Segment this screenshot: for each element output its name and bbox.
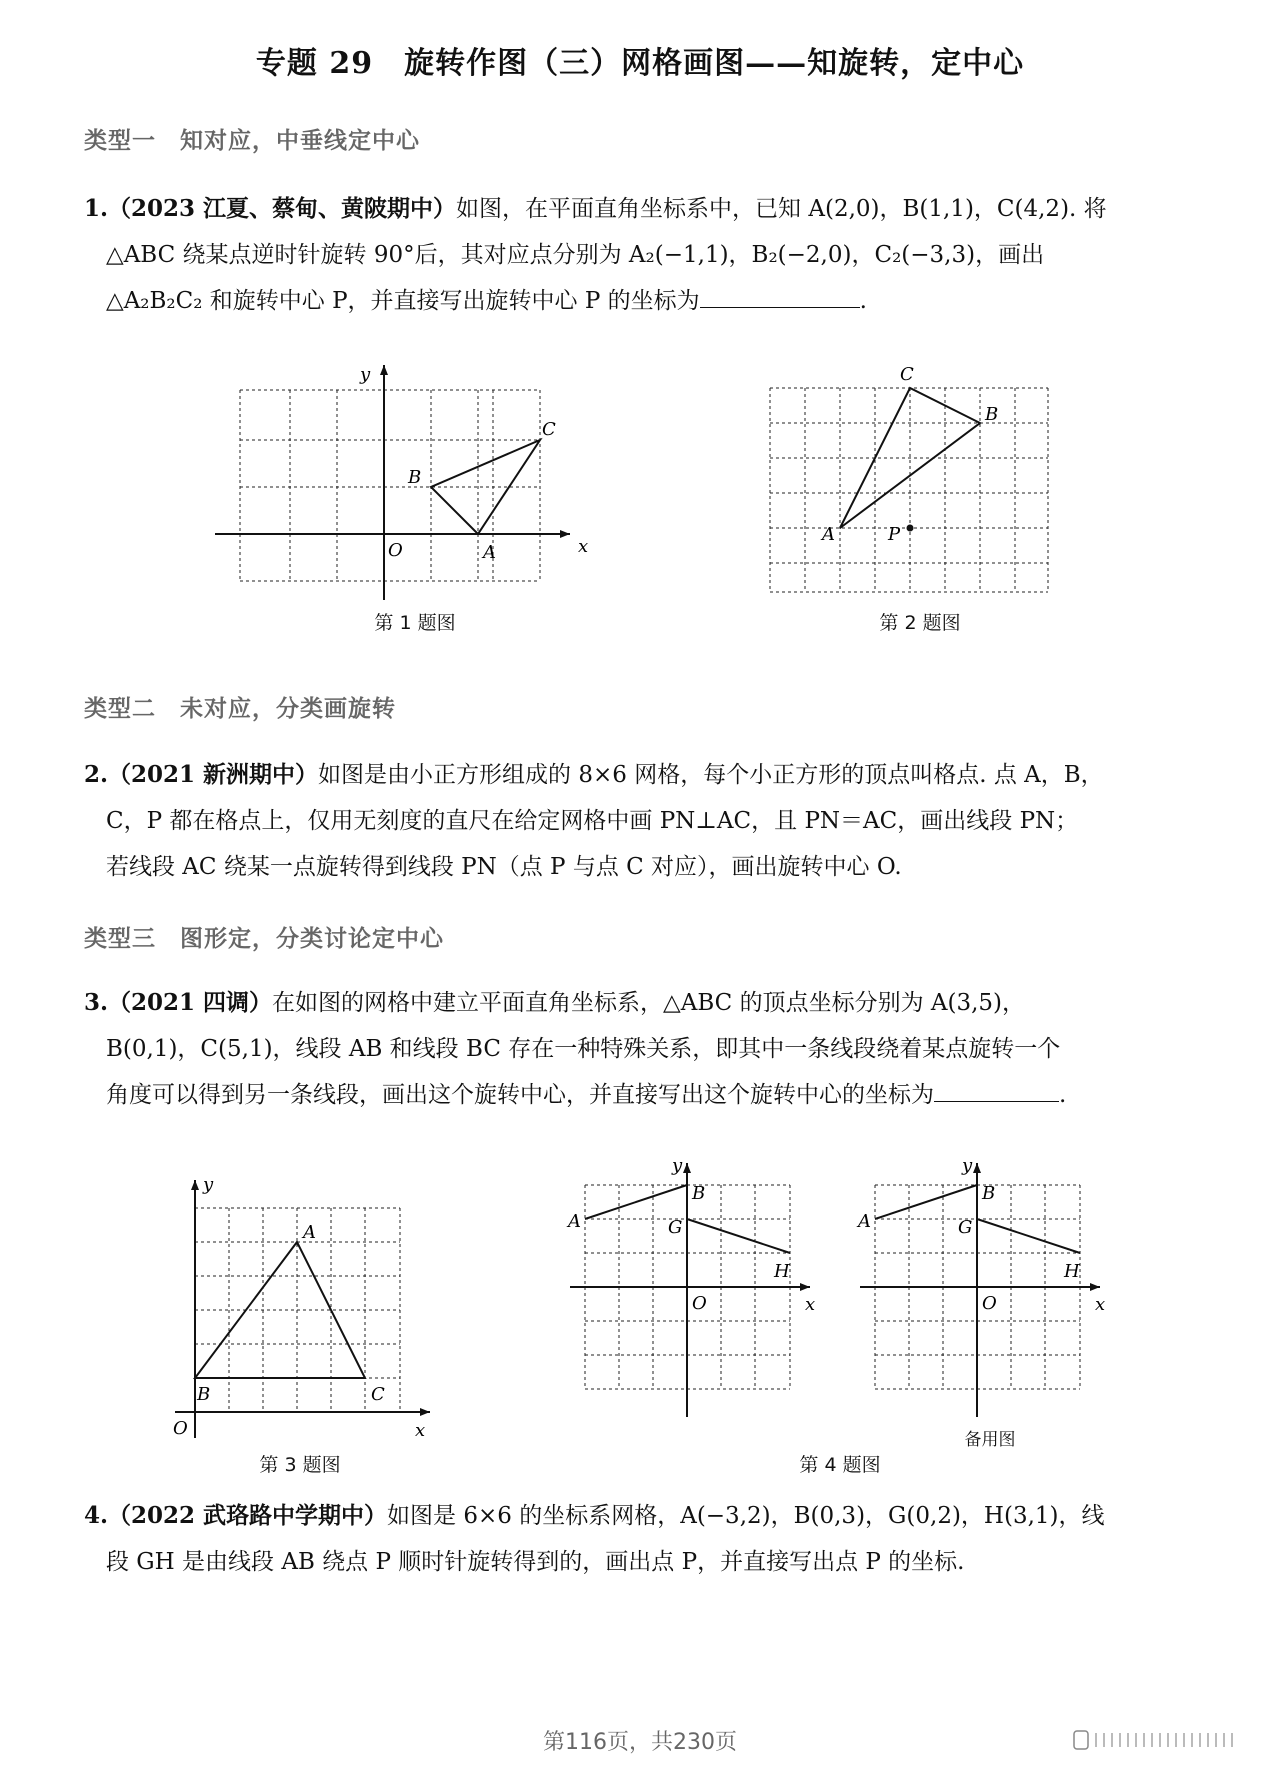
question-text: 角度可以得到另一条线段，画出这个旋转中心，并直接写出这个旋转中心的坐标为 — [106, 1082, 934, 1108]
point-g-label: G — [958, 1217, 973, 1238]
question-number: 3. — [84, 989, 109, 1016]
question-source: （2021 四调） — [108, 989, 273, 1016]
point-h-label: H — [774, 1261, 790, 1282]
figure-2 — [760, 360, 1060, 600]
question-2 — [84, 752, 1214, 890]
question-4 — [84, 1493, 1214, 1585]
origin-label: O — [692, 1293, 707, 1314]
origin-label: O — [388, 540, 403, 561]
question-number: 2. — [84, 761, 109, 788]
page-title: 专题 29 旋转作图（三）网格画图——知旋转，定中心 — [255, 46, 1025, 81]
point-c-label: C — [542, 419, 556, 440]
question-text: B(0,1)，C(5,1)，线段 AB 和线段 BC 存在一种特殊关系，即其中一条线段绕着某点旋转一个 — [106, 1036, 1061, 1062]
question-number: 4. — [84, 1502, 109, 1529]
y-axis-label: y — [360, 364, 371, 385]
y-axis-label: y — [203, 1174, 214, 1195]
section-heading-type-3: 类型三 图形定，分类讨论定中心 — [84, 926, 444, 952]
point-b-label: B — [985, 404, 999, 425]
figure-3 — [165, 1168, 445, 1458]
question-text: △ABC 绕某点逆时针旋转 90°后，其对应点分别为 A₂(−1,1)，B₂(−2,0)，C₂(−3,3)，画出 — [106, 242, 1045, 268]
question-source: （2021 新洲期中） — [108, 761, 319, 788]
point-p-label: P — [888, 524, 901, 545]
x-axis-label: x — [415, 1420, 426, 1441]
figure-1 — [210, 360, 630, 610]
question-text: 如图是由小正方形组成的 8×6 网格，每个小正方形的顶点叫格点. 点 A，B， — [318, 762, 1104, 788]
page-scrollbar[interactable] — [1072, 1727, 1252, 1753]
origin-label: O — [982, 1293, 997, 1314]
question-number: 1. — [84, 195, 109, 222]
question-text: 如图是 6×6 的坐标系网格，A(−3,2)，B(0,3)，G(0,2)，H(3,1)，线 — [387, 1503, 1105, 1529]
question-text: 段 GH 是由线段 AB 绕点 P 顺时针旋转得到的，画出点 P，并直接写出点 P 的坐标. — [106, 1549, 965, 1575]
x-axis-label: x — [1095, 1294, 1106, 1315]
question-text: 若线段 AC 绕某一点旋转得到线段 PN（点 P 与点 C 对应），画出旋转中心 O. — [106, 854, 902, 880]
section-heading-type-2: 类型二 未对应，分类画旋转 — [84, 696, 396, 722]
figure-3-caption: 第 3 题图 — [259, 1454, 341, 1476]
y-axis-label: y — [672, 1155, 683, 1176]
page-indicator: 第116页，共230页 — [543, 1730, 737, 1755]
figure-4 — [560, 1155, 840, 1425]
question-text: 在如图的网格中建立平面直角坐标系，△ABC 的顶点坐标分别为 A(3,5)， — [272, 990, 1026, 1016]
point-a-label: A — [483, 542, 496, 563]
answer-blank[interactable] — [934, 1075, 1059, 1102]
point-a-label: A — [303, 1222, 316, 1243]
question-text: △A₂B₂C₂ 和旋转中心 P，并直接写出旋转中心 P 的坐标为 — [106, 288, 700, 314]
point-b-label: B — [692, 1183, 706, 1204]
x-axis-label: x — [805, 1294, 816, 1315]
point-a-label: A — [568, 1211, 581, 1232]
point-b-label: B — [982, 1183, 996, 1204]
point-g-label: G — [668, 1217, 683, 1238]
point-b-label: B — [197, 1384, 211, 1405]
question-3 — [84, 980, 1214, 1118]
point-h-label: H — [1064, 1261, 1080, 1282]
point-c-label: C — [371, 1384, 385, 1405]
x-axis-label: x — [578, 536, 589, 557]
figure-4-caption: 第 4 题图 — [799, 1454, 881, 1476]
question-1 — [84, 186, 1214, 324]
question-text: 如图，在平面直角坐标系中，已知 A(2,0)，B(1,1)，C(4,2). 将 — [456, 196, 1107, 222]
point-c-label: C — [900, 364, 914, 385]
figure-4-backup-caption: 备用图 — [964, 1430, 1016, 1450]
question-text: C，P 都在格点上，仅用无刻度的直尺在给定网格中画 PN⊥AC，且 PN＝AC，画出线段 PN； — [106, 808, 1079, 834]
point-a-label: A — [822, 524, 835, 545]
point-b-label: B — [408, 467, 422, 488]
figure-2-caption: 第 2 题图 — [879, 612, 961, 634]
question-source: （2023 江夏、蔡甸、黄陂期中） — [108, 195, 457, 222]
figure-4-backup — [850, 1155, 1130, 1425]
y-axis-label: y — [962, 1155, 973, 1176]
figure-1-caption: 第 1 题图 — [374, 612, 456, 634]
origin-label: O — [173, 1418, 188, 1439]
section-heading-type-1: 类型一 知对应，中垂线定中心 — [84, 128, 420, 154]
question-text: . — [859, 288, 867, 314]
question-text: . — [1059, 1082, 1067, 1108]
point-a-label: A — [858, 1211, 871, 1232]
answer-blank[interactable] — [700, 281, 860, 308]
question-source: （2022 武珞路中学期中） — [108, 1502, 388, 1529]
